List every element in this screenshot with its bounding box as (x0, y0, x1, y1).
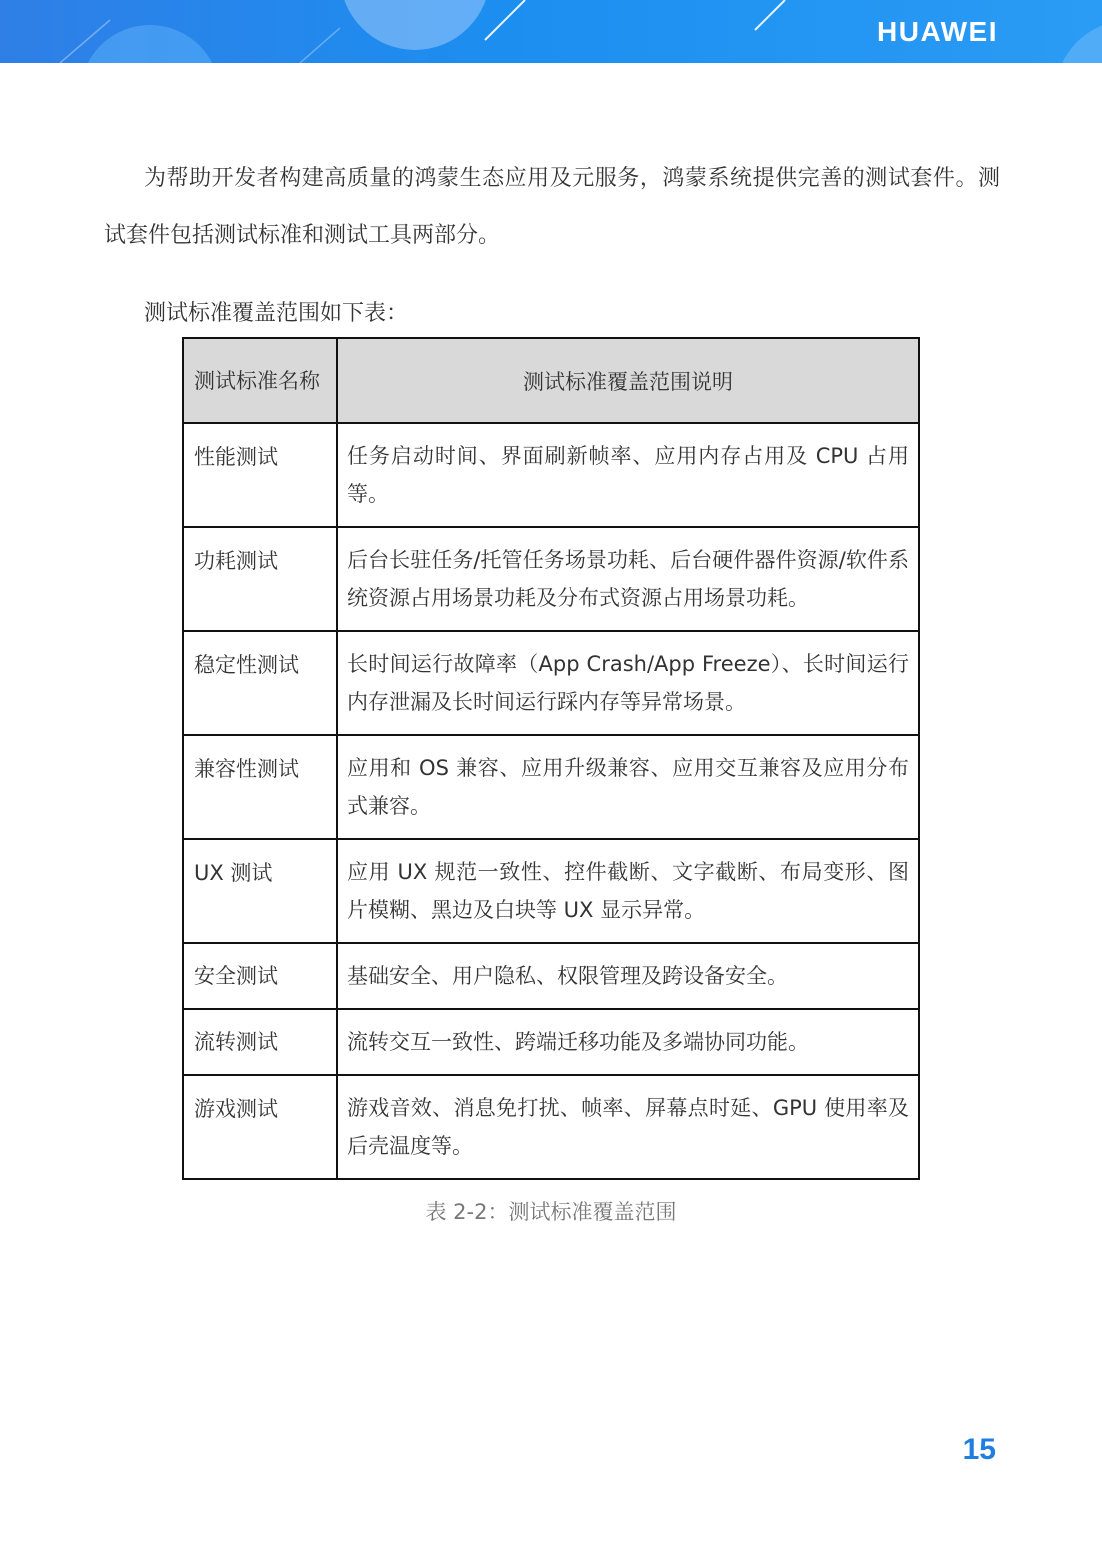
table-row (183, 1075, 919, 1179)
intro-paragraph: 为帮助开发者构建高质量的鸿蒙生态应用及元服务，鸿蒙系统提供完善的测试套件。测试套件包括测试标准和测试工具两部分。 (104, 166, 1000, 248)
table-header-row (183, 338, 919, 423)
table-row (183, 735, 919, 839)
row-standard-name-text: 流转测试 (194, 1030, 278, 1054)
decor-line-4 (300, 28, 340, 63)
header-standard-name: 测试标准名称 (183, 338, 337, 423)
table-caption: 表 2-2：测试标准覆盖范围 (425, 1200, 677, 1224)
row-standard-name (183, 527, 337, 631)
row-coverage-description: 游戏音效、消息免打扰、帧率、屏幕点时延、GPU 使用率及后壳温度等。 (337, 1075, 919, 1179)
row-standard-name (183, 943, 337, 1009)
row-coverage-description: 流转交互一致性、跨端迁移功能及多端协同功能。 (337, 1009, 919, 1075)
row-standard-name-text: 安全测试 (194, 964, 278, 988)
row-standard-name (183, 631, 337, 735)
decor-circle-center (340, 0, 490, 50)
decor-circle-right (1055, 20, 1102, 63)
table-row (183, 943, 919, 1009)
table-row (183, 631, 919, 735)
row-standard-name-text: 功耗测试 (194, 549, 278, 573)
row-coverage-description: 长时间运行故障率（App Crash/App Freeze）、长时间运行内存泄漏及长时间运行踩内存等异常场景。 (337, 631, 919, 735)
row-standard-name-text: UX 测试 (194, 861, 273, 885)
row-standard-name (183, 735, 337, 839)
row-coverage-description: 应用和 OS 兼容、应用升级兼容、应用交互兼容及应用分布式兼容。 (337, 735, 919, 839)
row-coverage-description: 应用 UX 规范一致性、控件截断、文字截断、布局变形、图片模糊、黑边及白块等 UX 显示异常。 (337, 839, 919, 943)
row-standard-name (183, 423, 337, 527)
table-row (183, 423, 919, 527)
decor-line-1 (485, 0, 525, 40)
row-coverage-description: 基础安全、用户隐私、权限管理及跨设备安全。 (337, 943, 919, 1009)
row-standard-name (183, 1009, 337, 1075)
row-standard-name (183, 839, 337, 943)
decor-line-2 (755, 0, 785, 30)
table-row (183, 1009, 919, 1075)
row-standard-name (183, 1075, 337, 1179)
row-coverage-description: 任务启动时间、界面刷新帧率、应用内存占用及 CPU 占用等。 (337, 423, 919, 527)
table-intro: 测试标准覆盖范围如下表： (144, 301, 409, 326)
header-coverage-description: 测试标准覆盖范围说明 (337, 338, 919, 423)
test-standards-table (182, 337, 920, 1180)
row-coverage-description: 后台长驻任务/托管任务场景功耗、后台硬件器件资源/软件系统资源占用场景功耗及分布式资源占用场景功耗。 (337, 527, 919, 631)
row-standard-name-text: 稳定性测试 (194, 653, 299, 677)
header-banner (0, 0, 1102, 63)
row-standard-name-text: 兼容性测试 (194, 757, 299, 781)
brand-logo: HUAWEI (877, 16, 998, 47)
row-standard-name-text: 性能测试 (194, 445, 278, 469)
decor-circle-left (80, 25, 220, 63)
table-row (183, 839, 919, 943)
row-standard-name-text: 游戏测试 (194, 1097, 278, 1121)
page-number: 15 (962, 1433, 996, 1466)
table-row (183, 527, 919, 631)
